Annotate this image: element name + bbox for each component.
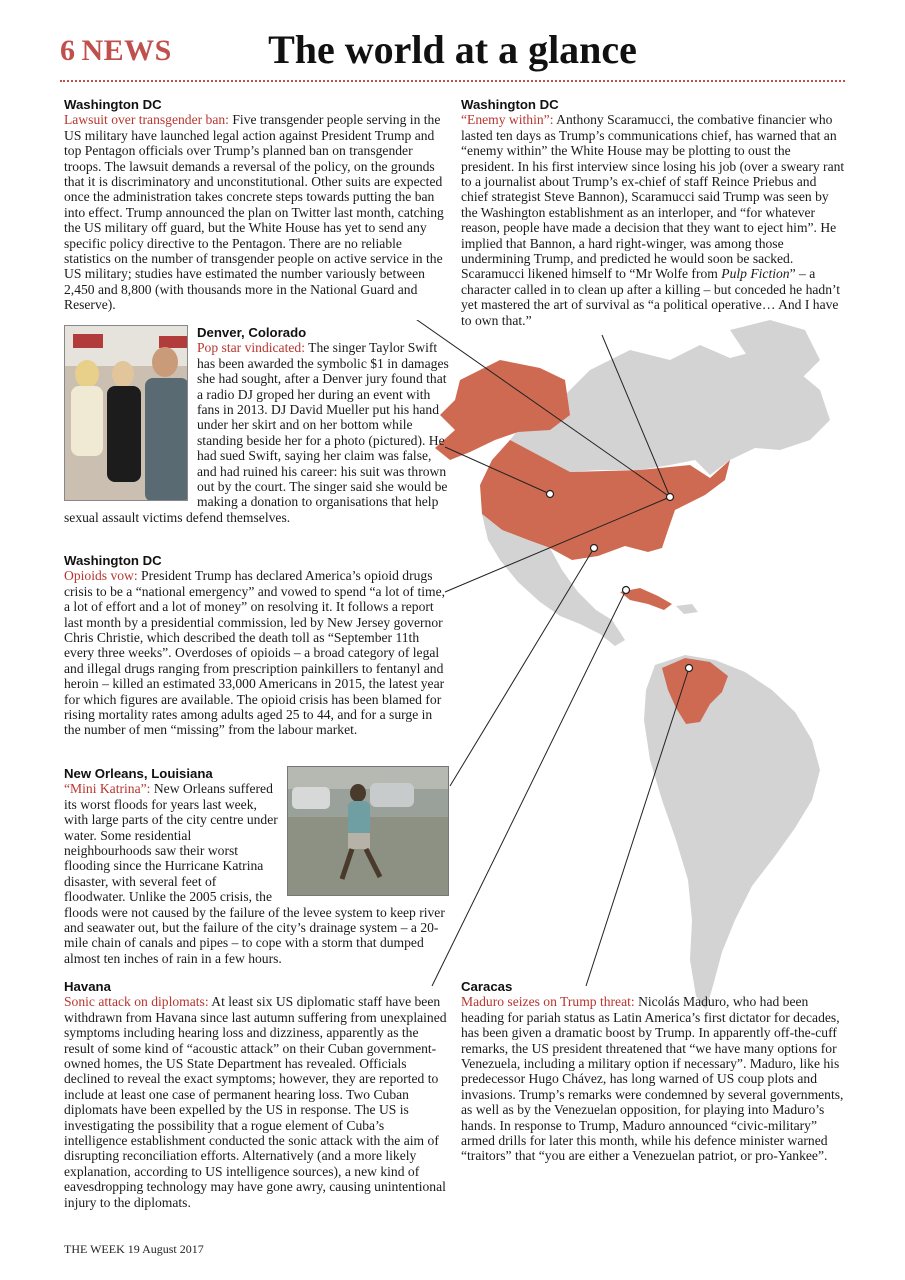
story-location: Washington DC (64, 97, 162, 112)
hispaniola-shape (676, 604, 698, 614)
story-havana (64, 979, 449, 1210)
story-location: Denver, Colorado (197, 325, 307, 340)
flood-photo (287, 766, 449, 896)
story-body: President Trump has declared America’s opioid drugs crisis to be a “national emergency” and vowed to spend “a lot of time, a lot of effort and a lot of money” on resolving it. It follows a report last month by a presidential commission, led by New Jersey governor Chris Christie, which described the death toll as “September 11th every three weeks”. Overdoses of opioids – a broad category of legal and illegal drugs ranging from prescription painkillers to fentanyl and heroin – killed an estimated 33,000 Americans in 2015, the latest year for which figures are available. The opioid crisis has been blamed for rising mortality rates among adults aged 25 to 44, and for a surge in the number of men “missing” from the labour market. (64, 568, 446, 738)
story-headline: “Mini Katrina”: (64, 781, 151, 797)
story-headline: Maduro seizes on Trump threat: (461, 994, 635, 1010)
marker-denver (547, 491, 554, 498)
story-caracas (461, 979, 846, 1164)
page-footer: THE WEEK 19 August 2017 (64, 1242, 204, 1256)
story-headline: Sonic attack on diplomats: (64, 994, 209, 1010)
marker-havana (623, 587, 630, 594)
story-location: New Orleans, Louisiana (64, 766, 213, 781)
page-title: The world at a glance (268, 27, 637, 72)
south-america-shape (644, 655, 820, 1010)
film-title: Pulp Fiction (721, 266, 790, 282)
flood-photo-illustration (288, 767, 449, 896)
americas-map (400, 320, 905, 1020)
story-opioids (64, 553, 449, 738)
story-body: At least six US diplomatic staff have been withdrawn from Havana since last autumn suffering from unexplained symptoms including hearing loss and dizziness, apparently as the result of some kind of “acoustic attack” on their Cuban government-owned homes, the US State Department has revealed. Officials declined to reveal the exact symptoms; however, they are reported to include at least one case of permanent hearing loss. Two Cuban diplomats have been expelled by the US in response. The US is investigating the possibility that a rogue element of Cuba’s intelligence establishment conducted the sonic attack with the aim of disrupting reconciliation efforts. Alternatively (and a more likely explanation, according to US intelligence sources), a new kind of eavesdropping technology may have gone awry, causing unintentional injury to the diplomats. (64, 994, 447, 1210)
leader-havana (432, 590, 626, 986)
section-name: NEWS (81, 34, 172, 67)
story-headline: Opioids vow: (64, 568, 138, 584)
story-pop-star (64, 325, 449, 525)
swift-photo-illustration (65, 326, 188, 501)
story-body: Five transgender people serving in the US military have launched legal action against President Trump and top Pentagon officials over Trump’s planned ban on transgender troops. The lawsuit demands a reversal of the policy, on the grounds that it is discriminatory and unconstitutional. Other suits are expected once the administration takes concrete steps towards putting the ban into effect. Trump announced the plan on Twitter last month, catching the US military off guard, but the White House has yet to send any specific policy directive to the Pentagon. There are no reliable statistics on the number of transgender people on active service in the US military; studies have estimated the number variously between 2,450 and 8,800 (with thousands more in the National Guard and Reserve). (64, 112, 444, 313)
page-number: 6 (60, 34, 76, 67)
marker-caracas (686, 665, 693, 672)
story-mini-katrina (64, 766, 449, 966)
story-location: Havana (64, 979, 111, 994)
story-body-continued: ” – a character called in to clean up after a killing – but conceded he hadn’t yet mastered the art of survival as “a political operative… And I have to own that.” (461, 266, 841, 328)
story-body: Nicolás Maduro, who had been heading for pariah status as Latin America’s first dictator for decades, has been given a dramatic boost by Trump. In apparently off-the-cuff remarks, the US president threatened that “we have many options for Venezuela, including a military option if necessary”. Maduro, like his predecessor Hugo Chávez, has long warned of US coup plots and invasions. Trump’s remarks were condemned by several governments, as well as by the Venezuelan opposition, for playing into Maduro’s hands. In response to Trump, Maduro announced “civic-military” armed drills for later this month, while his defence minister warned “traitors” that “you are either a Venezuelan patriot, or pro-Yankee”. (461, 994, 844, 1164)
story-transgender-ban (64, 97, 449, 313)
story-location: Washington DC (64, 553, 162, 568)
swift-photo (64, 325, 188, 501)
story-body: The singer Taylor Swift has been awarded the symbolic $1 in damages she had sought, after a Denver jury found that a radio DJ groped her during an event with fans in 2013. DJ David Mueller put his hand under her skirt and on her bottom while standing beside her for a photo (pictured). He had sued Swift, saying her claim was false, and had ruined his career: his suit was thrown out by the court. The singer said she would be making a donation to organisations that help sexual assault victims defend themselves. (64, 340, 449, 525)
story-headline: Lawsuit over transgender ban: (64, 112, 229, 128)
story-body: New Orleans suffered its worst floods for years last week, with large parts of the city centre under water. Some residential neighbourhoods saw their worst flooding since the Hurricane Katrina disaster, with several feet of floodwater. Unlike the 2005 crisis, the floods were not caused by the failure of the levee system to keep river and seawater out, but the failure of the city’s drainage system – a 20-mile chain of canals and pipes – to cope with a storm that dumped almost ten inches of rain in a few hours. (64, 781, 445, 966)
story-body: Anthony Scaramucci, the combative financier who lasted ten days as Trump’s communications chief, has warned that an “enemy within” the White House may be plotting to oust the president. In his first interview since losing his job (over a sweary rant to a journalist about Trump’s ex-chief of staff Reince Priebus and chief strategist Steve Bannon), Scaramucci said Trump was seen by the Washington establishment as an interloper, and “for whatever reason, people have made a decision that they want to eject him”. He implied that Bannon, a hard right-winger, was among those undermining Trump, and predicted he would soon be sacked. Scaramucci likened himself to “Mr Wolfe from (461, 112, 845, 282)
story-location: Caracas (461, 979, 513, 994)
story-headline: “Enemy within”: (461, 112, 554, 128)
marker-washington (667, 494, 674, 501)
header-divider (60, 80, 845, 82)
story-enemy-within (461, 97, 846, 328)
marker-new-orleans (591, 545, 598, 552)
story-location: Washington DC (461, 97, 559, 112)
story-headline: Pop star vindicated: (197, 340, 305, 356)
